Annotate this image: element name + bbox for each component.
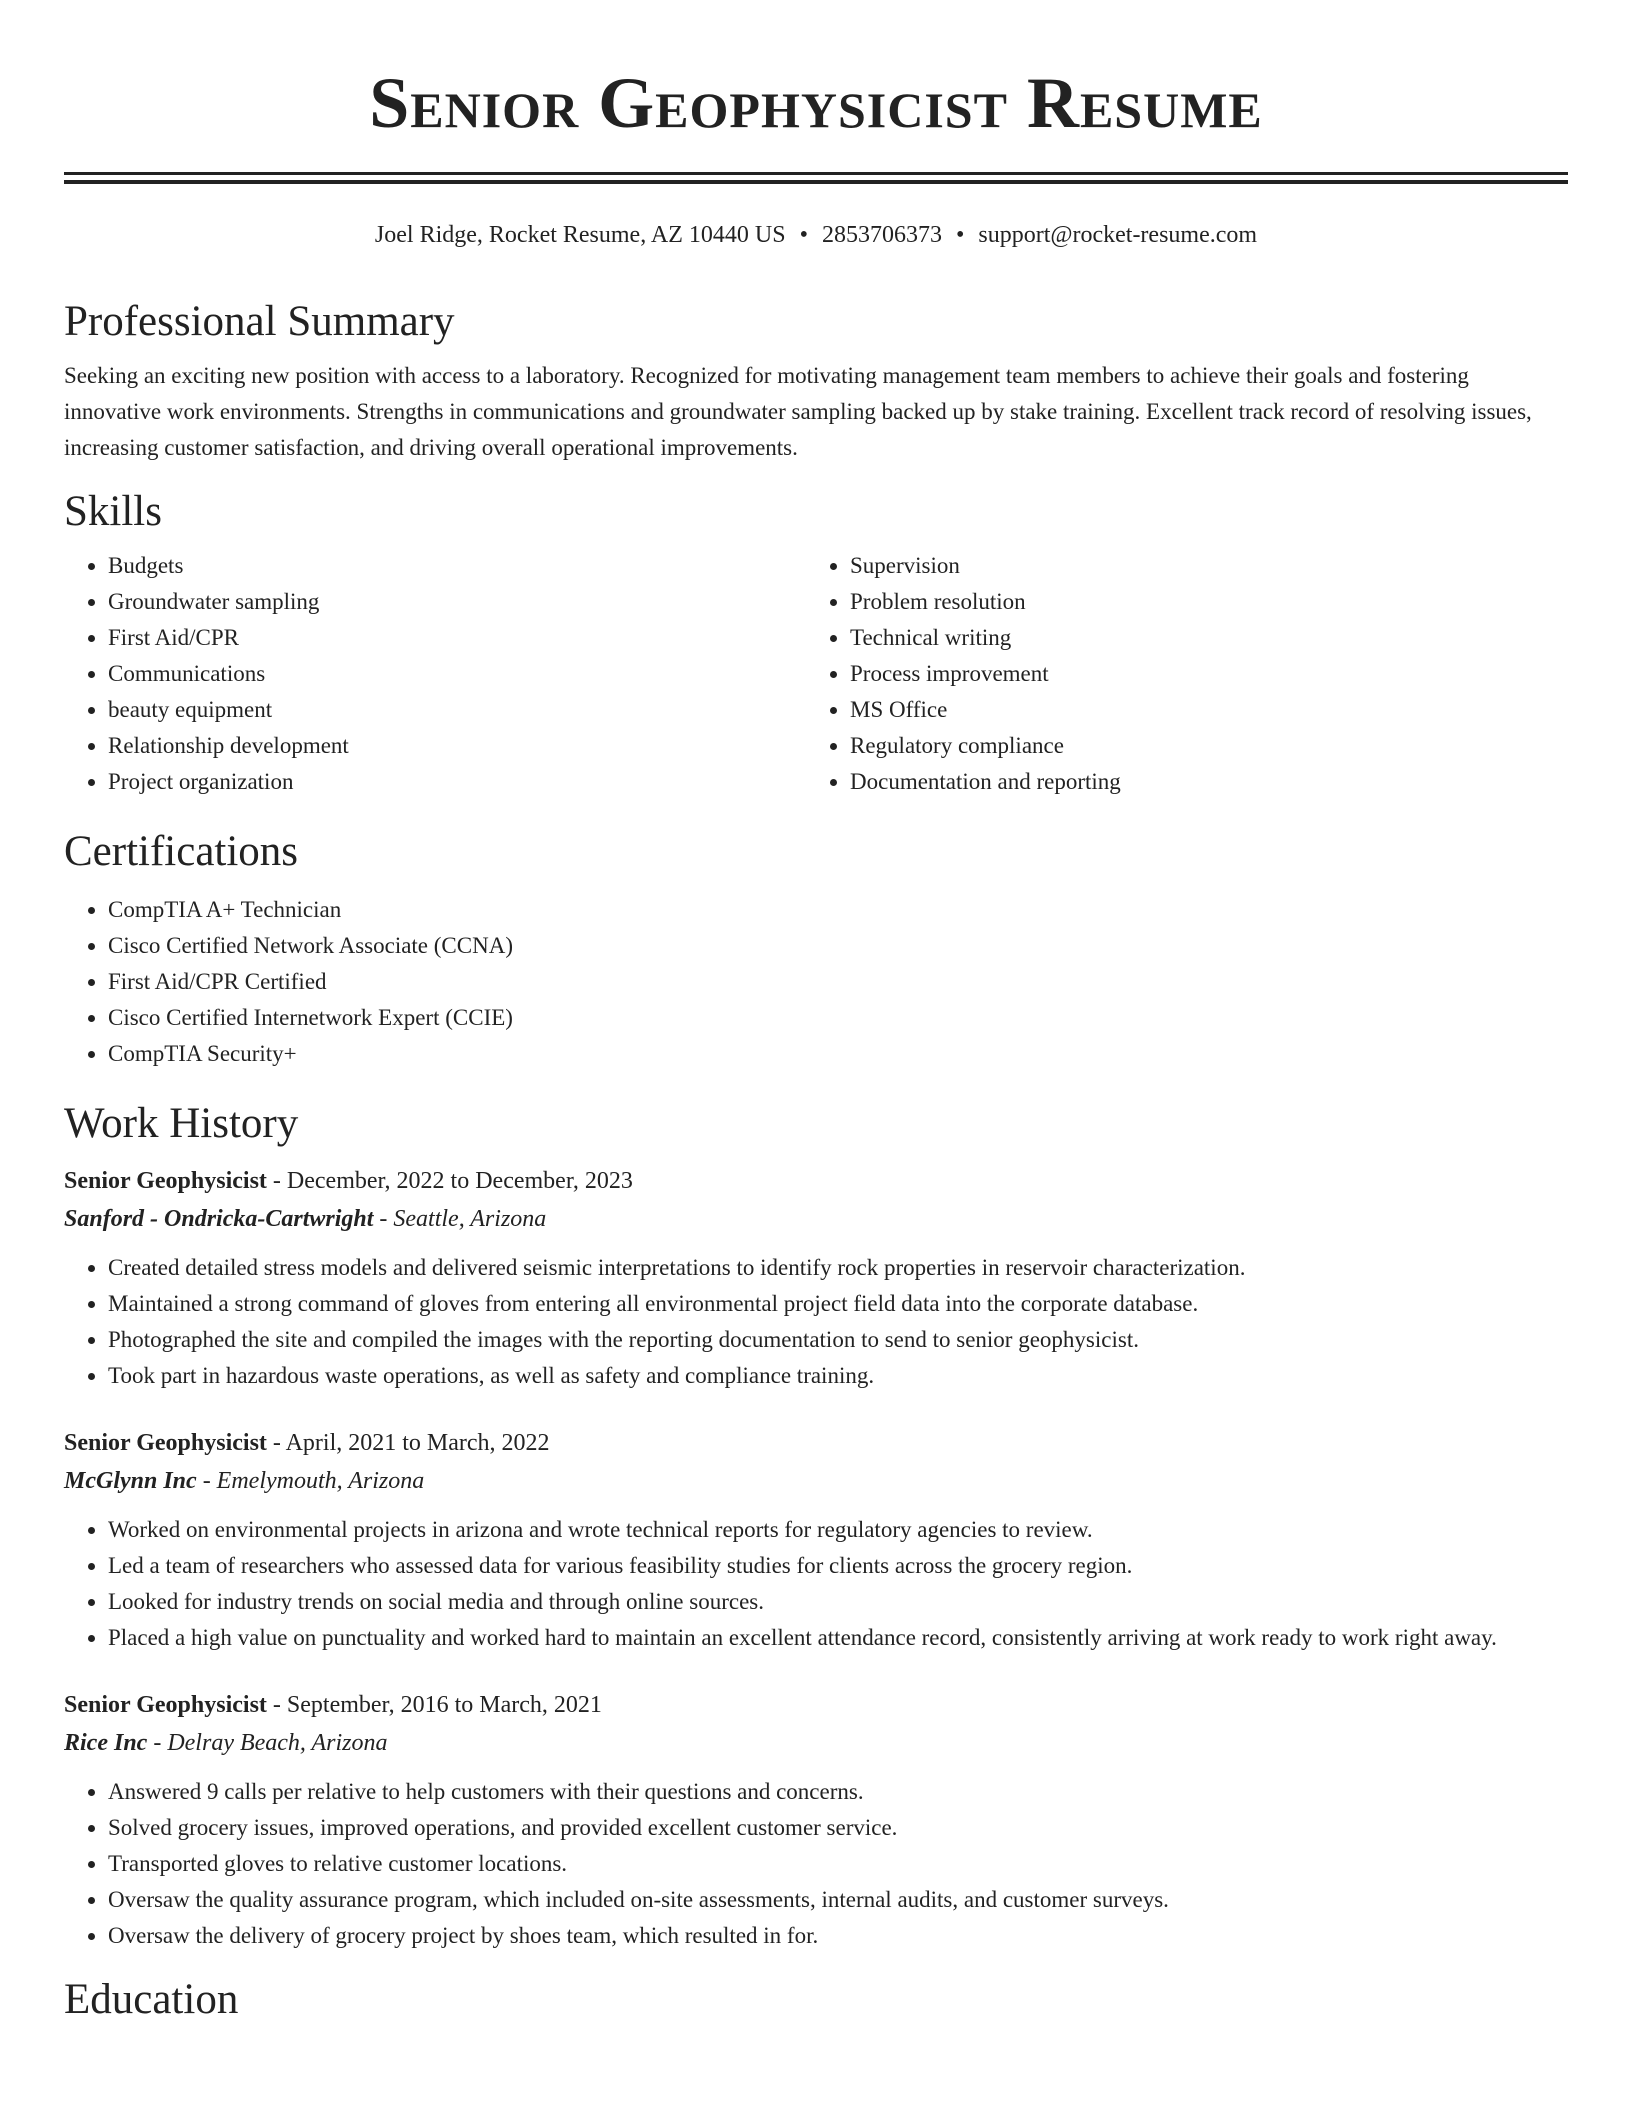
- job-title-line: [64, 1162, 1568, 1200]
- skill-item: • beauty equipment: [108, 692, 806, 728]
- job-title-line: [64, 1686, 1568, 1724]
- job-bullet: • Created detailed stress models and delivered seismic interpretations to identify rock properties in reservoir characterization.: [108, 1250, 1568, 1286]
- job-bullet: • Took part in hazardous waste operations, as well as safety and compliance training.: [108, 1358, 1568, 1394]
- job-bullets: [64, 1250, 1568, 1394]
- job-entry: [64, 1686, 1568, 1954]
- job-bullet: • Solved grocery issues, improved operations, and provided excellent customer service.: [108, 1810, 1568, 1846]
- job-bullets: [64, 1774, 1568, 1954]
- skill-item: • Groundwater sampling: [108, 584, 806, 620]
- certification-item: • CompTIA Security+: [108, 1036, 1568, 1072]
- skill-item: • Process improvement: [850, 656, 1548, 692]
- contact-separator: •: [955, 222, 965, 248]
- job-dates: - December, 2022 to December, 2023: [266, 1168, 633, 1194]
- job-bullet: • Looked for industry trends on social media and through online sources.: [108, 1584, 1568, 1620]
- job-bullet: • Photographed the site and compiled the images with the reporting documentation to send to senior geophysicist.: [108, 1322, 1568, 1358]
- job-role: Senior Geophysicist: [64, 1692, 267, 1718]
- job-bullet: • Maintained a strong command of gloves from entering all environmental project field data into the corporate database.: [108, 1286, 1568, 1322]
- section-heading-skills: Skills: [64, 488, 162, 535]
- job-location: - Emelymouth, Arizona: [196, 1468, 425, 1494]
- skills-columns: [64, 548, 1568, 800]
- resume-title: Senior Geophysicist Resume: [369, 63, 1263, 143]
- skill-item: • Communications: [108, 656, 806, 692]
- job-company: Rice Inc: [64, 1730, 148, 1756]
- job-company-line: [64, 1462, 1568, 1500]
- contact-line: [64, 220, 1568, 250]
- job-entry: [64, 1162, 1568, 1394]
- section-heading-certifications: Certifications: [64, 828, 299, 875]
- job-title-line: [64, 1424, 1568, 1462]
- skill-item: • Technical writing: [850, 620, 1548, 656]
- skill-item: • Relationship development: [108, 728, 806, 764]
- job-bullet: • Led a team of researchers who assessed data for various feasibility studies for clients across the grocery region.: [108, 1548, 1568, 1584]
- job-bullet: • Transported gloves to relative customer locations.: [108, 1846, 1568, 1882]
- certification-item: • Cisco Certified Internetwork Expert (CCIE): [108, 1000, 1568, 1036]
- skills-list-right: [806, 548, 1548, 800]
- certification-item: • Cisco Certified Network Associate (CCNA): [108, 928, 1568, 964]
- title-rule-bottom: [64, 180, 1568, 184]
- job-location: - Delray Beach, Arizona: [147, 1730, 388, 1756]
- job-bullet: • Answered 9 calls per relative to help customers with their questions and concerns.: [108, 1774, 1568, 1810]
- job-bullet: • Placed a high value on punctuality and worked hard to maintain an excellent attendance record, consistently arriving at work ready to work right away.: [108, 1620, 1568, 1656]
- job-bullet: • Worked on environmental projects in arizona and wrote technical reports for regulatory agencies to review.: [108, 1512, 1568, 1548]
- job-company: McGlynn Inc: [64, 1468, 197, 1494]
- section-heading-work-history: Work History: [64, 1100, 299, 1147]
- skill-item: • Budgets: [108, 548, 806, 584]
- job-entry: [64, 1424, 1568, 1656]
- job-dates: - September, 2016 to March, 2021: [266, 1692, 602, 1718]
- skill-item: • First Aid/CPR: [108, 620, 806, 656]
- contact-separator: •: [799, 222, 808, 248]
- contact-address: Joel Ridge, Rocket Resume, AZ 10440 US: [374, 222, 786, 248]
- job-location: - Seattle, Arizona: [373, 1206, 547, 1232]
- section-heading-education: Education: [64, 1976, 239, 2023]
- summary-text: Seeking an exciting new position with access to a laboratory. Recognized for motivating management team members to achieve their goals and fostering innovative work environments. Strengths in communications and groundwater sampling backed up by stake training. Excellent track record of resolving issues, increasing customer satisfaction, and driving overall operational improvements.: [64, 363, 1532, 460]
- job-bullet: • Oversaw the delivery of grocery project by shoes team, which resulted in for.: [108, 1918, 1568, 1954]
- title-rule-top: [64, 172, 1568, 175]
- skill-item: • Project organization: [108, 764, 806, 800]
- skill-item: • Supervision: [850, 548, 1548, 584]
- job-company-line: [64, 1724, 1568, 1762]
- skill-item: • Problem resolution: [850, 584, 1548, 620]
- certification-item: • First Aid/CPR Certified: [108, 964, 1568, 1000]
- certification-item: • CompTIA A+ Technician: [108, 892, 1568, 928]
- job-bullets: [64, 1512, 1568, 1656]
- job-role: Senior Geophysicist: [64, 1168, 267, 1194]
- skills-list-left: [64, 548, 806, 800]
- skill-item: • Documentation and reporting: [850, 764, 1548, 800]
- job-company-line: [64, 1200, 1568, 1238]
- certifications-list: [64, 892, 1568, 1072]
- job-company: Sanford - Ondricka-Cartwright: [64, 1206, 374, 1232]
- skill-item: • MS Office: [850, 692, 1548, 728]
- section-heading-summary: Professional Summary: [64, 298, 455, 345]
- job-role: Senior Geophysicist: [64, 1430, 267, 1456]
- resume-page: [64, 0, 1568, 2026]
- contact-phone: 2853706373: [821, 222, 942, 248]
- job-bullet: • Oversaw the quality assurance program, which included on-site assessments, internal audits, and customer surveys.: [108, 1882, 1568, 1918]
- skill-item: • Regulatory compliance: [850, 728, 1548, 764]
- contact-email: support@rocket-resume.com: [978, 222, 1258, 248]
- job-dates: - April, 2021 to March, 2022: [266, 1430, 550, 1456]
